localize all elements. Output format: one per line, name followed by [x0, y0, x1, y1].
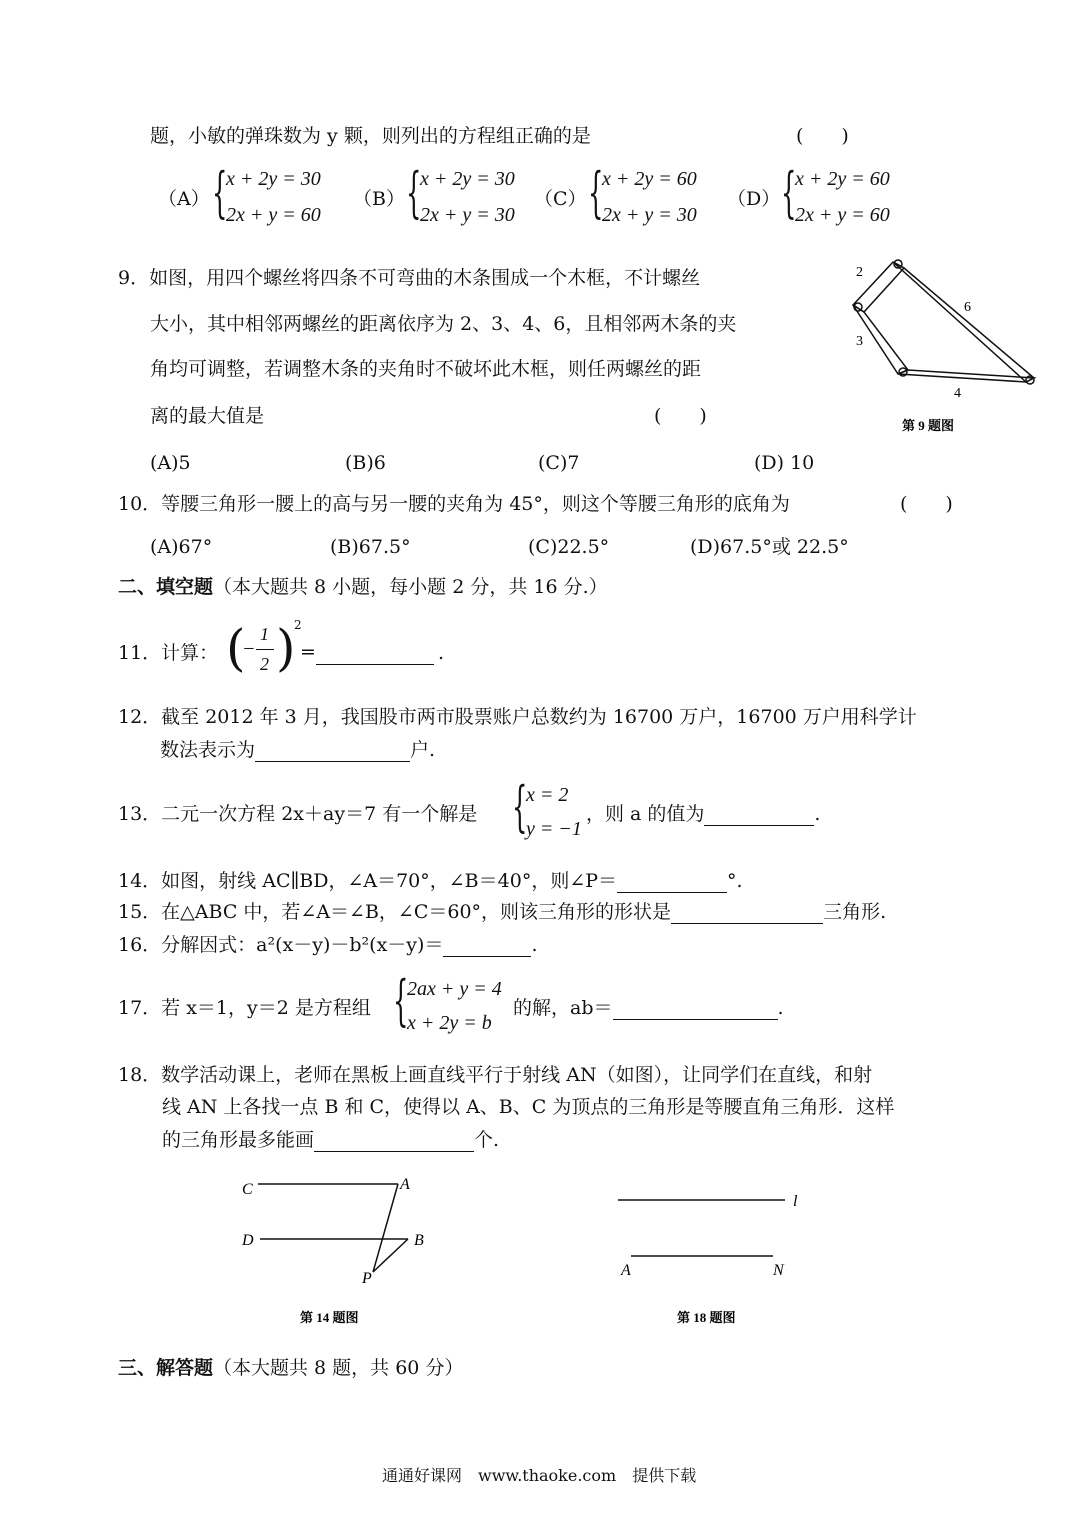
q8-option-a-label: （A） — [158, 188, 210, 210]
q9-label-6: 6 — [964, 300, 971, 315]
q12-line-1: 12．截至 2012 年 3 月，我国股市两市股票账户总数约为 16700 万户，16700 万户用科学计 — [118, 706, 917, 728]
q8-option-d-label: （D） — [727, 188, 781, 210]
q9-option-c: (C)7 — [538, 452, 580, 474]
q11-end: . — [438, 642, 445, 664]
q9-option-b: (B)6 — [345, 452, 386, 474]
q14-blank[interactable] — [617, 872, 727, 893]
q9-line-3: 角均可调整，若调整木条的夹角时不破坏此木框，则任两螺丝的距 — [150, 358, 702, 380]
fig14-label-b: B — [414, 1232, 424, 1249]
q18-blank[interactable] — [314, 1131, 474, 1152]
fig18-label-l: l — [793, 1193, 798, 1210]
fig14-label-c: C — [242, 1181, 253, 1198]
page-footer: 通通好课网 www.thaoke.com 提供下载 — [382, 1466, 697, 1485]
q8-answer-paren: ( ) — [796, 125, 849, 147]
q16-text: 16．分解因式：a²(x－y)－b²(x－y)＝ . — [118, 934, 538, 956]
fig18-caption: 第 18 题图 — [677, 1310, 736, 1325]
q17-suffix: 的解，ab＝ . — [513, 997, 784, 1019]
q8-option-b-label: （B） — [353, 188, 405, 210]
q11-blank[interactable] — [316, 644, 434, 665]
q9-frame-figure — [840, 250, 1040, 440]
q8-option-a-system: { x + 2y = 30 2x + y = 60 — [212, 161, 321, 226]
q17-blank[interactable] — [613, 999, 778, 1020]
q9-label-3: 3 — [856, 334, 863, 349]
q11-prefix: 11．计算： — [118, 642, 219, 664]
q10-option-c: (C)22.5° — [528, 536, 610, 558]
q9-option-d: (D) 10 — [754, 452, 815, 474]
q9-line-2: 大小，其中相邻两螺丝的距离依序为 2、3、4、6，且相邻两木条的夹 — [150, 313, 737, 335]
q13-blank[interactable] — [704, 805, 814, 826]
section-3-heading: 三、解答题（本大题共 8 题，共 60 分） — [118, 1357, 464, 1379]
fig18-figure — [605, 1180, 825, 1330]
q16-blank[interactable] — [443, 936, 531, 957]
fig18-label-a: A — [621, 1262, 631, 1279]
q18-line-1: 18．数学活动课上，老师在黑板上画直线平行于射线 AN（如图），让同学们在直线，和射 — [118, 1064, 873, 1086]
fig14-label-a: A — [400, 1176, 410, 1193]
q13-suffix: ，则 a 的值为 . — [586, 803, 821, 825]
q9-label-2: 2 — [856, 265, 863, 280]
q15-text: 15．在△ABC 中，若∠A＝∠B，∠C＝60°，则该三角形的形状是 三角形. — [118, 901, 887, 923]
q9-line-4: 离的最大值是 — [150, 405, 265, 427]
q8-option-c-system: { x + 2y = 60 2x + y = 30 — [588, 161, 697, 226]
q17-equation-system: { 2ax + y = 4 x + 2y = b — [393, 969, 502, 1034]
q17-prefix: 17．若 x＝1，y＝2 是方程组 — [118, 997, 371, 1019]
fig18-label-n: N — [773, 1262, 784, 1279]
q8-option-b-system: { x + 2y = 30 2x + y = 30 — [406, 161, 515, 226]
q14-text: 14．如图，射线 AC∥BD，∠A＝70°，∠B＝40°，则∠P＝ °. — [118, 870, 743, 892]
q9-line-1: 9．如图，用四个螺丝将四条不可弯曲的木条围成一个木框，不计螺丝 — [118, 267, 701, 289]
q15-blank[interactable] — [671, 903, 823, 924]
q9-answer-paren: ( ) — [654, 405, 707, 427]
q13-prefix: 13．二元一次方程 2x＋ay＝7 有一个解是 — [118, 803, 478, 825]
q13-solution-system: { x = 2 y = −1 — [512, 775, 582, 840]
q12-line-2: 数法表示为 户. — [160, 739, 436, 761]
q10-option-b: (B)67.5° — [330, 536, 411, 558]
q12-blank[interactable] — [255, 741, 410, 762]
q10-option-a: (A)67° — [150, 536, 213, 558]
section-2-heading: 二、填空题（本大题共 8 小题，每小题 2 分，共 16 分.） — [118, 576, 608, 598]
q9-label-4: 4 — [954, 386, 961, 401]
q10-answer-paren: ( ) — [900, 493, 953, 515]
q9-figure-caption: 第 9 题图 — [902, 418, 955, 433]
fig14-caption: 第 14 题图 — [300, 1310, 359, 1325]
fig14-label-d: D — [242, 1232, 254, 1249]
fig14-label-p: P — [362, 1270, 372, 1287]
q8-option-d-system: { x + 2y = 60 2x + y = 60 — [781, 161, 890, 226]
q11-expression: ( − 1 2 ) 2 = — [226, 618, 316, 677]
q8-text: 题，小敏的弹珠数为 y 颗，则列出的方程组正确的是 — [150, 125, 591, 147]
q9-option-a: (A)5 — [150, 452, 191, 474]
q18-line-3: 的三角形最多能画 个. — [162, 1129, 500, 1151]
q10-option-d: (D)67.5°或 22.5° — [690, 536, 849, 558]
fig14-figure — [230, 1170, 450, 1330]
q10-text: 10．等腰三角形一腰上的高与另一腰的夹角为 45°，则这个等腰三角形的底角为 — [118, 493, 790, 515]
q18-line-2: 线 AN 上各找一点 B 和 C，使得以 A、B、C 为顶点的三角形是等腰直角三角形．这样 — [162, 1096, 895, 1118]
q8-option-c-label: （C） — [534, 188, 587, 210]
